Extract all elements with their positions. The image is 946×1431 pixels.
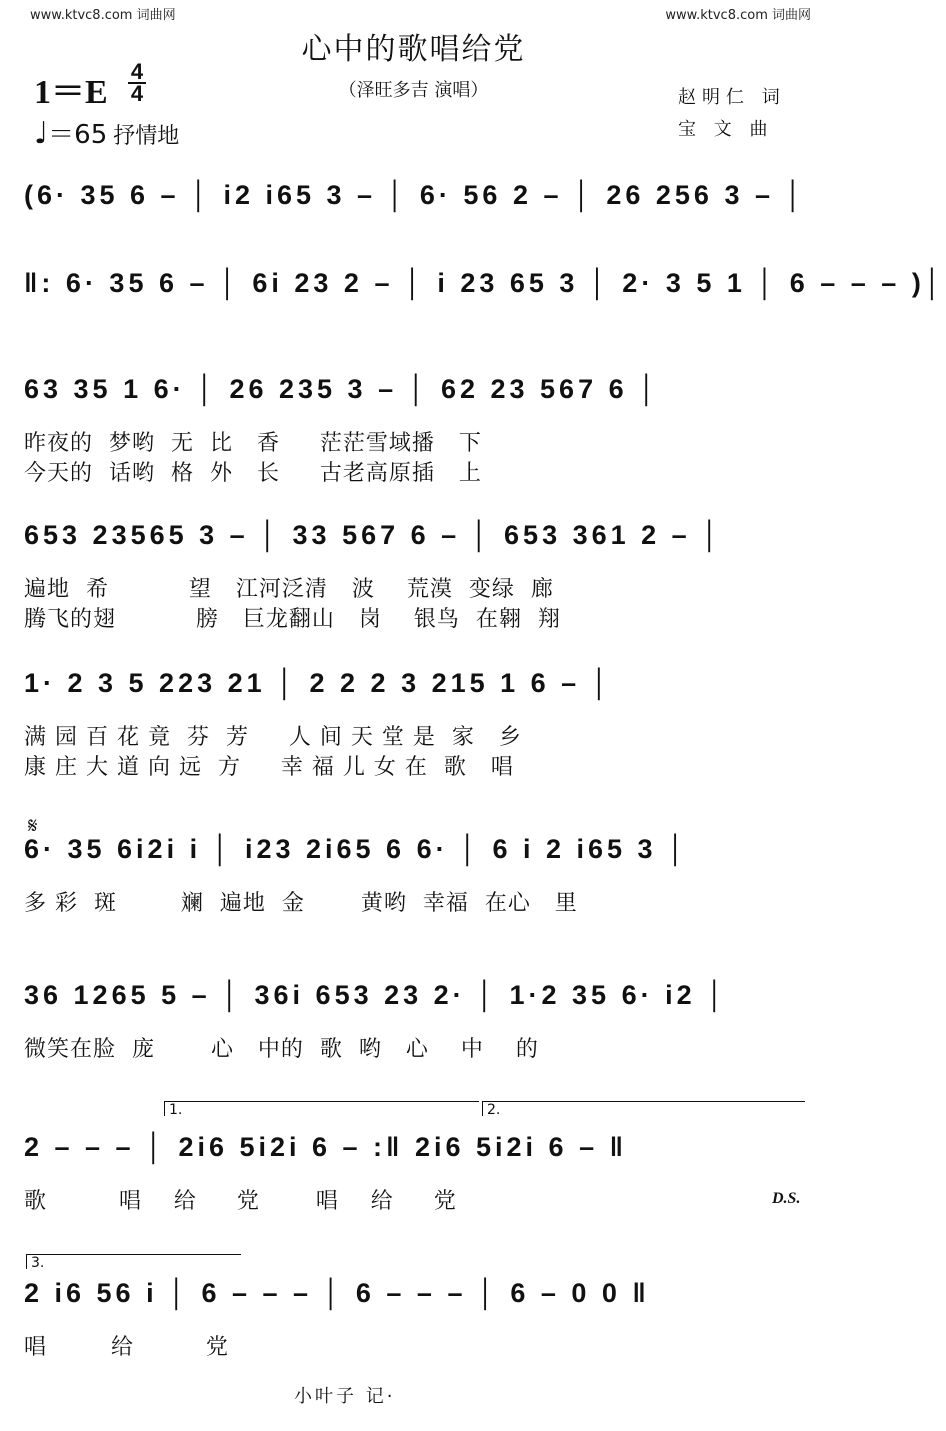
time-signature-bottom: 4 [130, 81, 144, 106]
music-line [24, 1278, 814, 1360]
lyric-line: 康 庄 大 道 向 远 方 幸 福 儿 女 在 歌 唱 [24, 755, 514, 780]
credits [678, 82, 786, 146]
lyric-line: 今天的 话哟 格 外 长 古老高原插 上 [24, 461, 482, 486]
lyric-line: 歌 唱 给 党 唱 给 党 [24, 1189, 457, 1214]
volta-second-label: 2. [487, 1102, 501, 1118]
lyric-line: 昨夜的 梦哟 无 比 香 茫茫雪域播 下 [24, 431, 482, 456]
expression-mark: 抒情地 [113, 124, 180, 149]
melody-notation: 1· 2 3 5 223 21 │ 2 2 2 3 215 1 6 – │ [24, 668, 613, 698]
lyric-line: 唱 给 党 [24, 1335, 229, 1360]
time-signature-top: 4 [130, 59, 144, 84]
composer-credit: 宝 文 曲 [678, 119, 774, 140]
quarter-note-icon: ♩ [34, 116, 49, 151]
singer-credit: （泽旺多吉 演唱） [338, 80, 489, 101]
lyric-line: 遍地 希 望 江河泛清 波 荒漠 变绿 廊 [24, 577, 554, 602]
segno-sign: 𝄋 [28, 814, 38, 839]
lyricist-credit: 赵明仁 词 [678, 87, 786, 108]
lyric-line: 微笑在脸 庞 心 中的 歌 哟 心 中 的 [24, 1037, 539, 1062]
dal-segno-mark: D.S. [772, 1190, 801, 1207]
melody-notation: 2 i6 56 i │ 6 – – – │ 6 – – – │ 6 – 0 0 ‖ [24, 1278, 650, 1308]
melody-notation: 36 1265 5 – │ 36i 653 23 2· │ 1·2 35 6· i2 │ [24, 980, 728, 1010]
watermark-left: www.ktvc8.com 词曲网 [30, 8, 176, 23]
melody-notation: 6· 35 6i2i i │ i23 2i65 6 6· │ 6 i 2 i65 3 │ [24, 834, 689, 864]
music-line [24, 980, 814, 1062]
transcriber-credit: 小叶子 记· [294, 1386, 396, 1407]
song-title: 心中的歌唱给党 [301, 32, 526, 67]
lyric-line: 满 园 百 花 竟 芬 芳 人 间 天 堂 是 家 乡 [24, 725, 522, 750]
music-line [24, 834, 814, 916]
volta-first-label: 1. [169, 1102, 183, 1118]
volta-second [482, 1101, 805, 1116]
melody-notation: ‖: 6· 35 6 – │ 6i 23 2 – │ i 23 65 3 │ 2· 3 5 1 │ 6 – – – )│ [24, 268, 946, 298]
music-line [24, 520, 814, 632]
melody-notation: 63 35 1 6· │ 26 235 3 – │ 62 23 567 6 │ [24, 374, 660, 404]
volta-first [164, 1101, 479, 1116]
music-line [24, 668, 814, 780]
music-line [24, 268, 946, 314]
watermark-right: www.ktvc8.com 词曲网 [665, 8, 811, 23]
music-line [24, 374, 814, 486]
tempo-value: ＝65 [48, 120, 108, 150]
melody-notation: 653 23565 3 – │ 33 567 6 – │ 653 361 2 – │ [24, 520, 724, 550]
music-line [24, 180, 814, 226]
lyric-line: 多 彩 斑 斓 遍地 金 黄哟 幸福 在心 里 [24, 891, 578, 916]
melody-notation: (6· 35 6 – │ i2 i65 3 – │ 6· 56 2 – │ 26 256 3 – │ [24, 180, 807, 210]
time-signature [128, 59, 146, 106]
melody-notation: 2 – – – │ 2i6 5i2i 6 – :‖ 2i6 5i2i 6 – ‖ [24, 1132, 628, 1162]
key-signature: 1＝E [34, 74, 108, 111]
volta-third-label: 3. [31, 1255, 45, 1271]
tempo-marking [34, 114, 179, 151]
lyric-line: 腾飞的翅 膀 巨龙翻山 岗 银鸟 在翱 翔 [24, 607, 561, 632]
volta-third [26, 1254, 241, 1269]
